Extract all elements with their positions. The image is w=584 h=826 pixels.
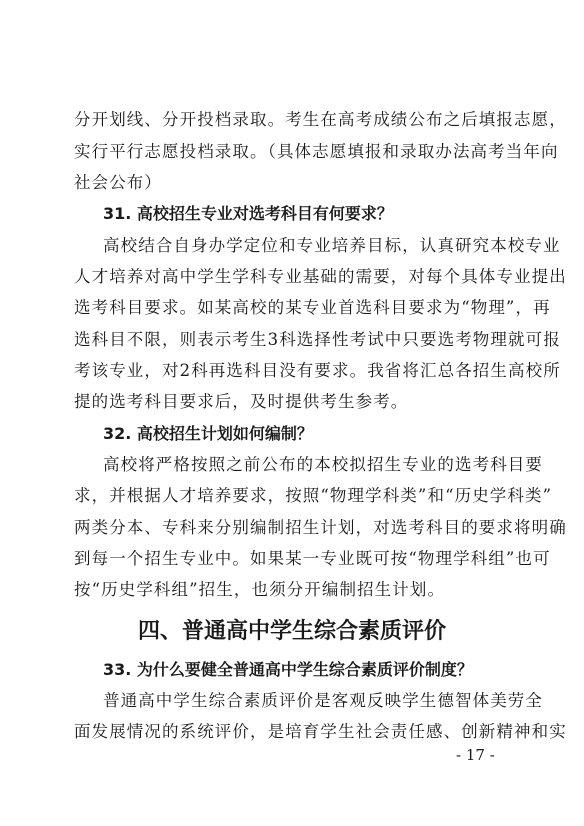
- question-heading-31: 31. 高校招生专业对选考科目有何要求？: [103, 204, 393, 223]
- body-text-line: 选考科目要求。如某高校的某专业首选科目要求为“物理”，再: [74, 298, 551, 317]
- body-text-line: 提的选考科目要求后，及时提供考生参考。: [74, 392, 409, 411]
- body-text-line: 人才培养对高中学生学科专业基础的需要，对每个具体专业提出: [74, 267, 567, 286]
- section-title: 四、普通高中学生综合素质评价: [137, 619, 446, 644]
- body-text-line: 求，并根据人才培养要求，按照“物理学科类”和“历史学科类”: [74, 486, 553, 505]
- body-text-line: 普通高中学生综合素质评价是客观反映学生德智体美劳全: [103, 691, 543, 710]
- body-text-line: 两类分本、专科来分别编制招生计划，对选考科目的要求将明确: [74, 518, 567, 537]
- page-number: - 17 -: [456, 746, 495, 764]
- body-text-line: 考该专业，对2科再选科目没有要求。我省将汇总各招生高校所: [74, 361, 561, 380]
- body-text-line: 选科目不限，则表示考生3科选择性考试中只要选考物理就可报: [74, 330, 561, 349]
- body-text-line: 分开划线、分开投档录取。考生在高考成绩公布之后填报志愿，: [74, 110, 567, 129]
- question-heading-32: 32. 高校招生计划如何编制？: [103, 424, 313, 443]
- body-text-line: 按“历史学科组”招生，也须分开编制招生计划。: [74, 580, 446, 599]
- body-text-line: 面发展情况的系统评价，是培育学生社会责任感、创新精神和实: [74, 722, 567, 741]
- body-text-line: 到每一个招生专业中。如果某一专业既可按“物理学科组”也可: [74, 549, 551, 568]
- body-text-line: 高校结合自身办学定位和专业培养目标，认真研究本校专业: [103, 236, 561, 255]
- body-text-line: 社会公布）: [74, 173, 162, 192]
- body-text-line: 实行平行志愿投档录取。（具体志愿填报和录取办法高考当年向: [74, 142, 559, 161]
- body-text-line: 高校将严格按照之前公布的本校拟招生专业的选考科目要: [103, 455, 543, 474]
- question-heading-33: 33. 为什么要健全普通高中学生综合素质评价制度？: [103, 660, 473, 679]
